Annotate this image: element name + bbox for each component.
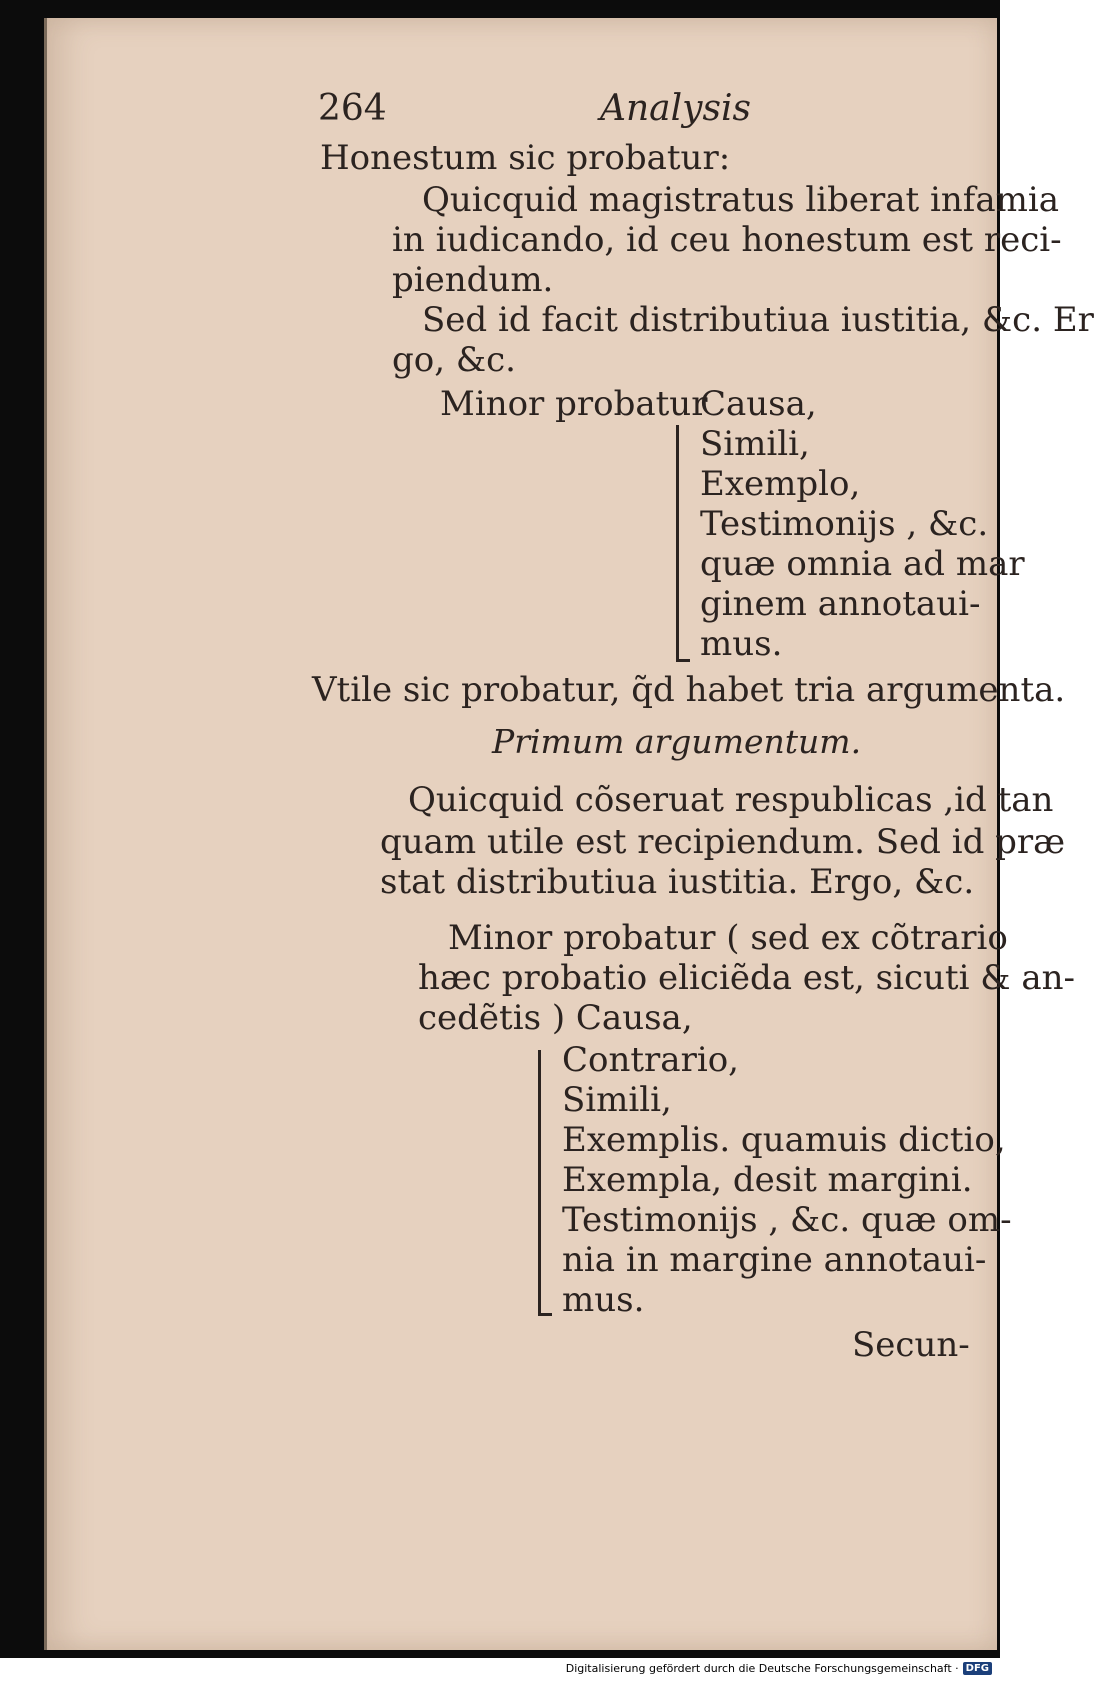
text-line: piendum. <box>392 260 554 300</box>
minor-probatur-label: Minor probatur <box>440 384 708 424</box>
digitization-footer <box>566 1659 992 1677</box>
list1-item: ginem annotaui- <box>700 584 981 624</box>
running-title: Analysis <box>600 88 751 129</box>
dfg-logo: DFG <box>963 1662 992 1675</box>
text-line: Quicquid magistratus liberat infamia <box>422 180 1060 220</box>
text-line: go, &c. <box>392 340 516 380</box>
text-line: in iudicando, id ceu honestum est reci- <box>392 220 1062 260</box>
list1-item: Testimonijs , &c. <box>700 504 989 544</box>
list1-item: quæ omnia ad mar <box>700 544 1025 584</box>
list2-item: Testimonijs , &c. quæ om- <box>562 1200 1012 1240</box>
page-number: 264 <box>318 88 387 129</box>
list1-item: mus. <box>700 624 783 664</box>
bracket-2 <box>538 1050 555 1316</box>
text-line: cedẽtis ) Causa, <box>418 998 693 1038</box>
list2-item: Exemplis. quamuis dictio, <box>562 1120 1006 1160</box>
list2-item: Contrario, <box>562 1040 739 1080</box>
utile-line: Vtile sic probatur, q̃d habet tria argumenta. <box>312 670 1066 710</box>
list2-item: Exempla, desit margini. <box>562 1160 973 1200</box>
list1-item: Simili, <box>700 424 810 464</box>
bracket-1 <box>676 425 693 662</box>
text-line: quam utile est recipiendum. Sed id præ <box>380 822 1066 862</box>
list2-item: nia in margine annotaui- <box>562 1240 987 1280</box>
footer-credit: Digitalisierung gefördert durch die Deutsche Forschungsgemeinschaft · <box>565 1661 959 1675</box>
list2-item: Simili, <box>562 1080 672 1120</box>
section-heading: Primum argumentum. <box>492 722 862 761</box>
list1-item: Causa, <box>700 384 817 424</box>
text-line: stat distributiua iustitia. Ergo, &c. <box>380 862 975 902</box>
text-line: Sed id facit distributiua iustitia, &c. Er <box>422 300 1094 340</box>
text-line: Honestum sic probatur: <box>320 138 731 178</box>
text-line: hæc probatio eliciẽda est, sicuti & an- <box>418 958 1075 998</box>
text-line: Quicquid cõseruat respublicas ,id tan <box>408 780 1054 820</box>
text-line: Minor probatur ( sed ex cõtrario <box>448 918 1008 958</box>
list1-item: Exemplo, <box>700 464 861 504</box>
catchword: Secun- <box>852 1325 970 1365</box>
list2-item: mus. <box>562 1280 645 1320</box>
